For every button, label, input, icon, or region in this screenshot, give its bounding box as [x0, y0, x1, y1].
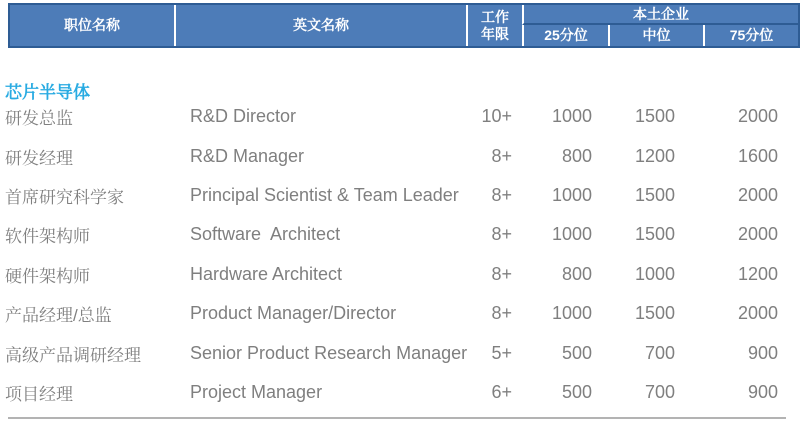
p75-cell: 2000	[737, 224, 778, 245]
table-row	[0, 294, 800, 333]
position-name-cell: 硬件架构师	[5, 266, 90, 286]
header-work-years	[466, 5, 522, 46]
english-name-cell: Senior Product Research Manager	[190, 342, 468, 363]
header-25th-percentile: 25分位	[522, 25, 608, 46]
table-row	[0, 136, 800, 175]
years-cell: 10+	[481, 106, 512, 127]
position-name-cell: 项目经理	[5, 384, 73, 404]
position-name-cell: 首席研究科学家	[5, 187, 124, 207]
years-cell: 6+	[491, 381, 512, 402]
p75-cell: 2000	[737, 303, 778, 324]
median-cell: 1500	[634, 106, 675, 127]
p25-cell: 1000	[551, 303, 592, 324]
median-cell: 700	[644, 381, 675, 402]
p25-cell: 800	[561, 145, 592, 166]
header-local-enterprise-group: 本土企业	[522, 5, 798, 25]
english-name-cell: R&D Director	[190, 106, 297, 127]
table-row	[0, 97, 800, 136]
median-cell: 1500	[634, 224, 675, 245]
p25-cell: 500	[561, 381, 592, 402]
header-75th-percentile: 75分位	[703, 25, 798, 46]
p25-cell: 1000	[551, 184, 592, 205]
header-median: 中位	[608, 25, 703, 46]
table-bottom-rule	[8, 417, 786, 419]
position-name-cell: 研发经理	[5, 148, 73, 168]
p25-cell: 1000	[551, 106, 592, 127]
table-row	[0, 373, 800, 412]
years-cell: 8+	[491, 145, 512, 166]
english-name-cell: Project Manager	[190, 381, 323, 402]
table-body	[0, 97, 800, 412]
years-cell: 5+	[491, 342, 512, 363]
table-row	[0, 333, 800, 372]
header-position-name: 职位名称	[64, 17, 120, 34]
english-name-cell: Software Architect	[190, 224, 341, 245]
median-cell: 1000	[634, 263, 675, 284]
table-row	[0, 255, 800, 294]
median-cell: 1500	[634, 184, 675, 205]
p75-cell: 900	[747, 342, 778, 363]
p25-cell: 500	[561, 342, 592, 363]
position-name-cell: 研发总监	[5, 109, 73, 129]
section-title-chip-semiconductor: 芯片半导体	[5, 83, 90, 102]
p75-cell: 2000	[737, 106, 778, 127]
position-name-cell: 产品经理/总监	[5, 306, 112, 326]
p75-cell: 2000	[737, 184, 778, 205]
p75-cell: 1200	[737, 263, 778, 284]
english-name-cell: R&D Manager	[190, 145, 305, 166]
years-cell: 8+	[491, 224, 512, 245]
years-cell: 8+	[491, 184, 512, 205]
p75-cell: 900	[747, 381, 778, 402]
p75-cell: 1600	[737, 145, 778, 166]
table-header	[8, 3, 800, 48]
table-row	[0, 215, 800, 254]
header-work-years-line1: 工作	[481, 9, 509, 26]
english-name-cell: Product Manager/Director	[190, 303, 397, 324]
p25-cell: 1000	[551, 224, 592, 245]
p25-cell: 800	[561, 263, 592, 284]
position-name-cell: 高级产品调研经理	[5, 345, 141, 365]
english-name-cell: Principal Scientist & Team Leader	[190, 184, 459, 205]
position-name-cell: 软件架构师	[5, 227, 90, 247]
years-cell: 8+	[491, 263, 512, 284]
header-english-name: 英文名称	[174, 5, 466, 46]
years-cell: 8+	[491, 303, 512, 324]
english-name-cell: Hardware Architect	[190, 263, 343, 284]
median-cell: 1500	[634, 303, 675, 324]
header-work-years-line2: 年限	[481, 25, 509, 42]
median-cell: 700	[644, 342, 675, 363]
table-row	[0, 176, 800, 215]
median-cell: 1200	[634, 145, 675, 166]
